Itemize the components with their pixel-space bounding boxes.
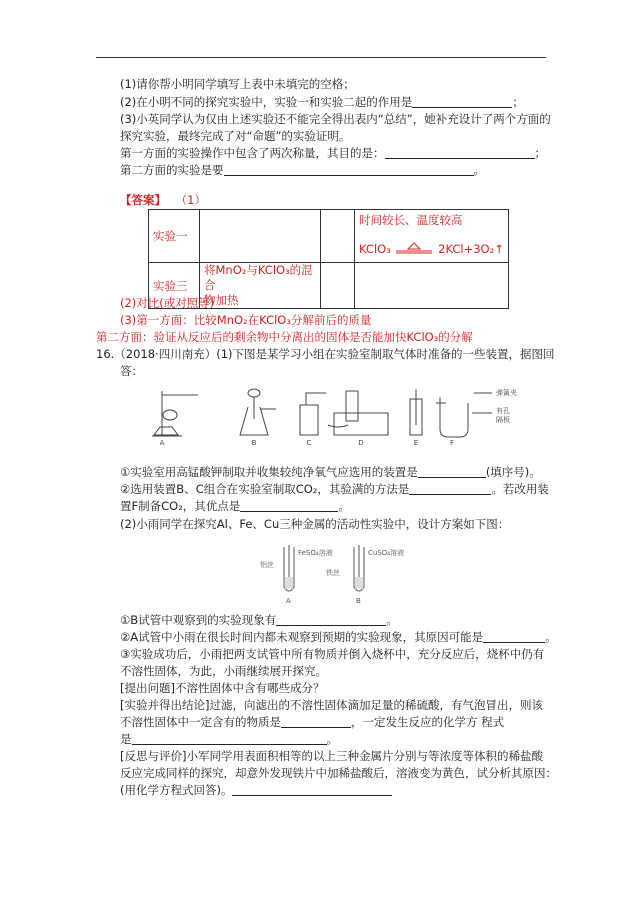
apparatus-figure: [148, 385, 528, 447]
apparatus-label-f: F: [449, 439, 455, 447]
apparatus-b: [240, 389, 276, 435]
equation-arrow: [394, 242, 434, 254]
table-cell-label: 实验一: [149, 210, 200, 263]
apparatus-label-c: C: [306, 439, 312, 447]
q16-s2a-text: ②选用装置B、C组合在实验室制取CO₂，其验满的方法是: [120, 482, 410, 496]
apparatus-a: [152, 391, 198, 436]
q16-t1-end: 。: [386, 613, 398, 627]
answer-table: [148, 209, 509, 309]
answer-blank[interactable]: [240, 499, 338, 512]
apparatus-note: 有孔: [496, 407, 510, 415]
q16-t2-end: 。: [545, 630, 557, 644]
q16-t6a: [反思与评价]小军同学用表面积相等的以上三种金属片分别与等浓度等体积的稀盐酸: [120, 749, 543, 763]
q16-s1-text: ①实验室用高锰酸钾制取并收集较纯净氧气应选用的装置是: [120, 465, 418, 479]
question-2-text: (2)在小明不同的探究实验中，实验一和实验二起的作用是: [120, 95, 413, 109]
test-tube-b: [354, 545, 364, 591]
q16-header-a: 16.（2018·四川南充）(1)下图是某学习小组在实验室制取气体时准备的一些装置，据图回: [96, 347, 555, 361]
apparatus-label-e: E: [413, 439, 419, 447]
tube-label-a: A: [286, 597, 291, 605]
question-3-line-d: [120, 163, 485, 178]
q16-t5c-end: 。: [326, 732, 338, 746]
q16-s2a: [120, 482, 549, 497]
answer-blank[interactable]: [418, 465, 486, 478]
apparatus-note: 隔板: [496, 416, 510, 424]
question-3-c-end: ；: [534, 146, 546, 160]
q16-t6c: [120, 783, 392, 798]
test-tube-a: [284, 545, 294, 591]
answer-blank[interactable]: [409, 482, 491, 495]
apparatus-e: [410, 389, 422, 435]
apparatus-label-b: B: [251, 439, 257, 447]
answer-blank[interactable]: [281, 715, 351, 728]
table-cell-operation: [200, 263, 321, 309]
operation-line: 将MnO₂与KClO₃的混合: [204, 263, 313, 292]
apparatus-f: [436, 393, 492, 437]
test-tube-figure: [246, 543, 416, 605]
q16-s2b-end: 。: [338, 499, 350, 513]
tube-label: CuSO₄溶液: [368, 549, 405, 557]
answer-part-1: （1）: [175, 193, 206, 207]
question-3-line-a: (3)小英同学认为仅由上述实验还不能完全得出表内“总结”，她补充设计了两个方面的: [120, 112, 551, 126]
question-3-c-text: 第一方面的实验操作中包含了两次称量，其目的是：: [120, 146, 385, 160]
q16-s2b-text: 置F制备CO₂，其优点是: [120, 499, 241, 513]
table-cell-empty: [321, 263, 355, 309]
tube-label: FeSO₄溶液: [298, 549, 333, 557]
answer-header: [120, 193, 206, 208]
equation-product: 2KCl+3O₂↑: [438, 242, 504, 256]
table-cell-note: [355, 210, 509, 263]
question-3-line-c: [120, 146, 546, 161]
apparatus-label-d: D: [358, 439, 364, 447]
q16-s2a-end: 。若改用装: [491, 482, 549, 496]
equation: [359, 242, 504, 256]
apparatus-d: [328, 391, 388, 435]
answer-blank[interactable]: [385, 146, 535, 159]
q16-t5b-mid: ，一定发生反应的化学方 程式: [351, 715, 505, 729]
q16-t3b: 不溶性固体，为此，小雨继续展开探究。: [120, 664, 327, 678]
answer-blank[interactable]: [483, 630, 545, 643]
q16-s2b: [120, 499, 350, 514]
answer-blank[interactable]: [224, 163, 474, 176]
q16-t5a: [实验并得出结论]过滤，向滤出的不溶性固体滴加足量的稀硫酸，有气泡冒出，则该: [120, 698, 543, 712]
answer-line-2: (2)对比(或对照等): [120, 296, 215, 310]
answer-blank[interactable]: [276, 613, 386, 626]
q16-part-2: (2)小雨同学在探究Al、Fe、Cu三种金属的活动性实验中，设计方案如下图：: [120, 517, 510, 531]
q16-t1-text: ①B试管中观察到的实验现象有: [120, 613, 277, 627]
question-2: [120, 95, 524, 110]
q16-t5c: [120, 732, 338, 747]
q16-t2: [120, 630, 557, 645]
q16-s1: [120, 465, 541, 480]
apparatus-label-a: A: [159, 439, 165, 447]
answer-blank[interactable]: [412, 95, 512, 108]
tube-label-b: B: [356, 597, 361, 605]
answer-blank[interactable]: [232, 783, 392, 796]
apparatus-c: [300, 393, 326, 435]
answer-tag: 【答案】: [120, 193, 166, 207]
q16-t2-text: ②A试管中小雨在很长时间内都未观察到预期的实验现象，其原因可能是: [120, 630, 484, 644]
tube-label: 铁丝: [326, 569, 340, 577]
question-3-d-end: 。: [473, 163, 485, 177]
q16-t6b: 反应完成同样的探究，却意外发现铁片中加稀盐酸后，溶液变为黄色，试分析其原因：: [120, 766, 557, 780]
table-cell-empty: [321, 210, 355, 263]
apparatus-note: 弹簧夹: [496, 389, 517, 397]
question-3-d-text: 第二方面的实验是要: [120, 163, 224, 177]
answer-line-3: (3)第一方面：比较MnO₂在KClO₃分解前后的质量: [120, 313, 372, 327]
question-1: (1)请你帮小明同学填写上表中未填完的空格；: [120, 77, 355, 91]
q16-t5c-text: 是: [120, 732, 132, 746]
answer-line-4: 第二方面：验证从反应后的剩余物中分离出的固体是否能加快KClO₃的分解: [96, 330, 473, 344]
q16-s1-end: (填序号)。: [485, 465, 541, 479]
question-2-end: ；: [512, 95, 524, 109]
q16-t5b: [120, 715, 504, 730]
equation-reactant: KClO₃: [359, 242, 391, 256]
operation-line: 物加热: [204, 293, 239, 307]
q16-t4: [提出问题]不溶性固体中含有哪些成分？: [120, 681, 325, 695]
table-cell-empty: [200, 210, 321, 263]
note-line: 时间较长、温度较高: [359, 213, 463, 227]
table-cell-label: 实验三: [149, 263, 200, 309]
table-cell-empty: [355, 263, 509, 309]
tube-label: 铝丝: [260, 561, 274, 569]
question-3-line-b: 探究实验，最终完成了对“命题”的实验证明。: [120, 129, 351, 143]
q16-t1: [120, 613, 398, 628]
q16-t5b-text: 不溶性固体中一定含有的物质是: [120, 715, 281, 729]
q16-header-b: 答：: [120, 364, 143, 378]
page-top-rule: [96, 57, 546, 58]
q16-t6c-text: (用化学方程式回答)。: [120, 783, 233, 797]
answer-blank[interactable]: [132, 732, 327, 745]
q16-t3a: ③实验成功后，小雨把两支试管中所有物质并倒入烧杯中，充分反应后，烧杯中仍有: [120, 647, 545, 661]
